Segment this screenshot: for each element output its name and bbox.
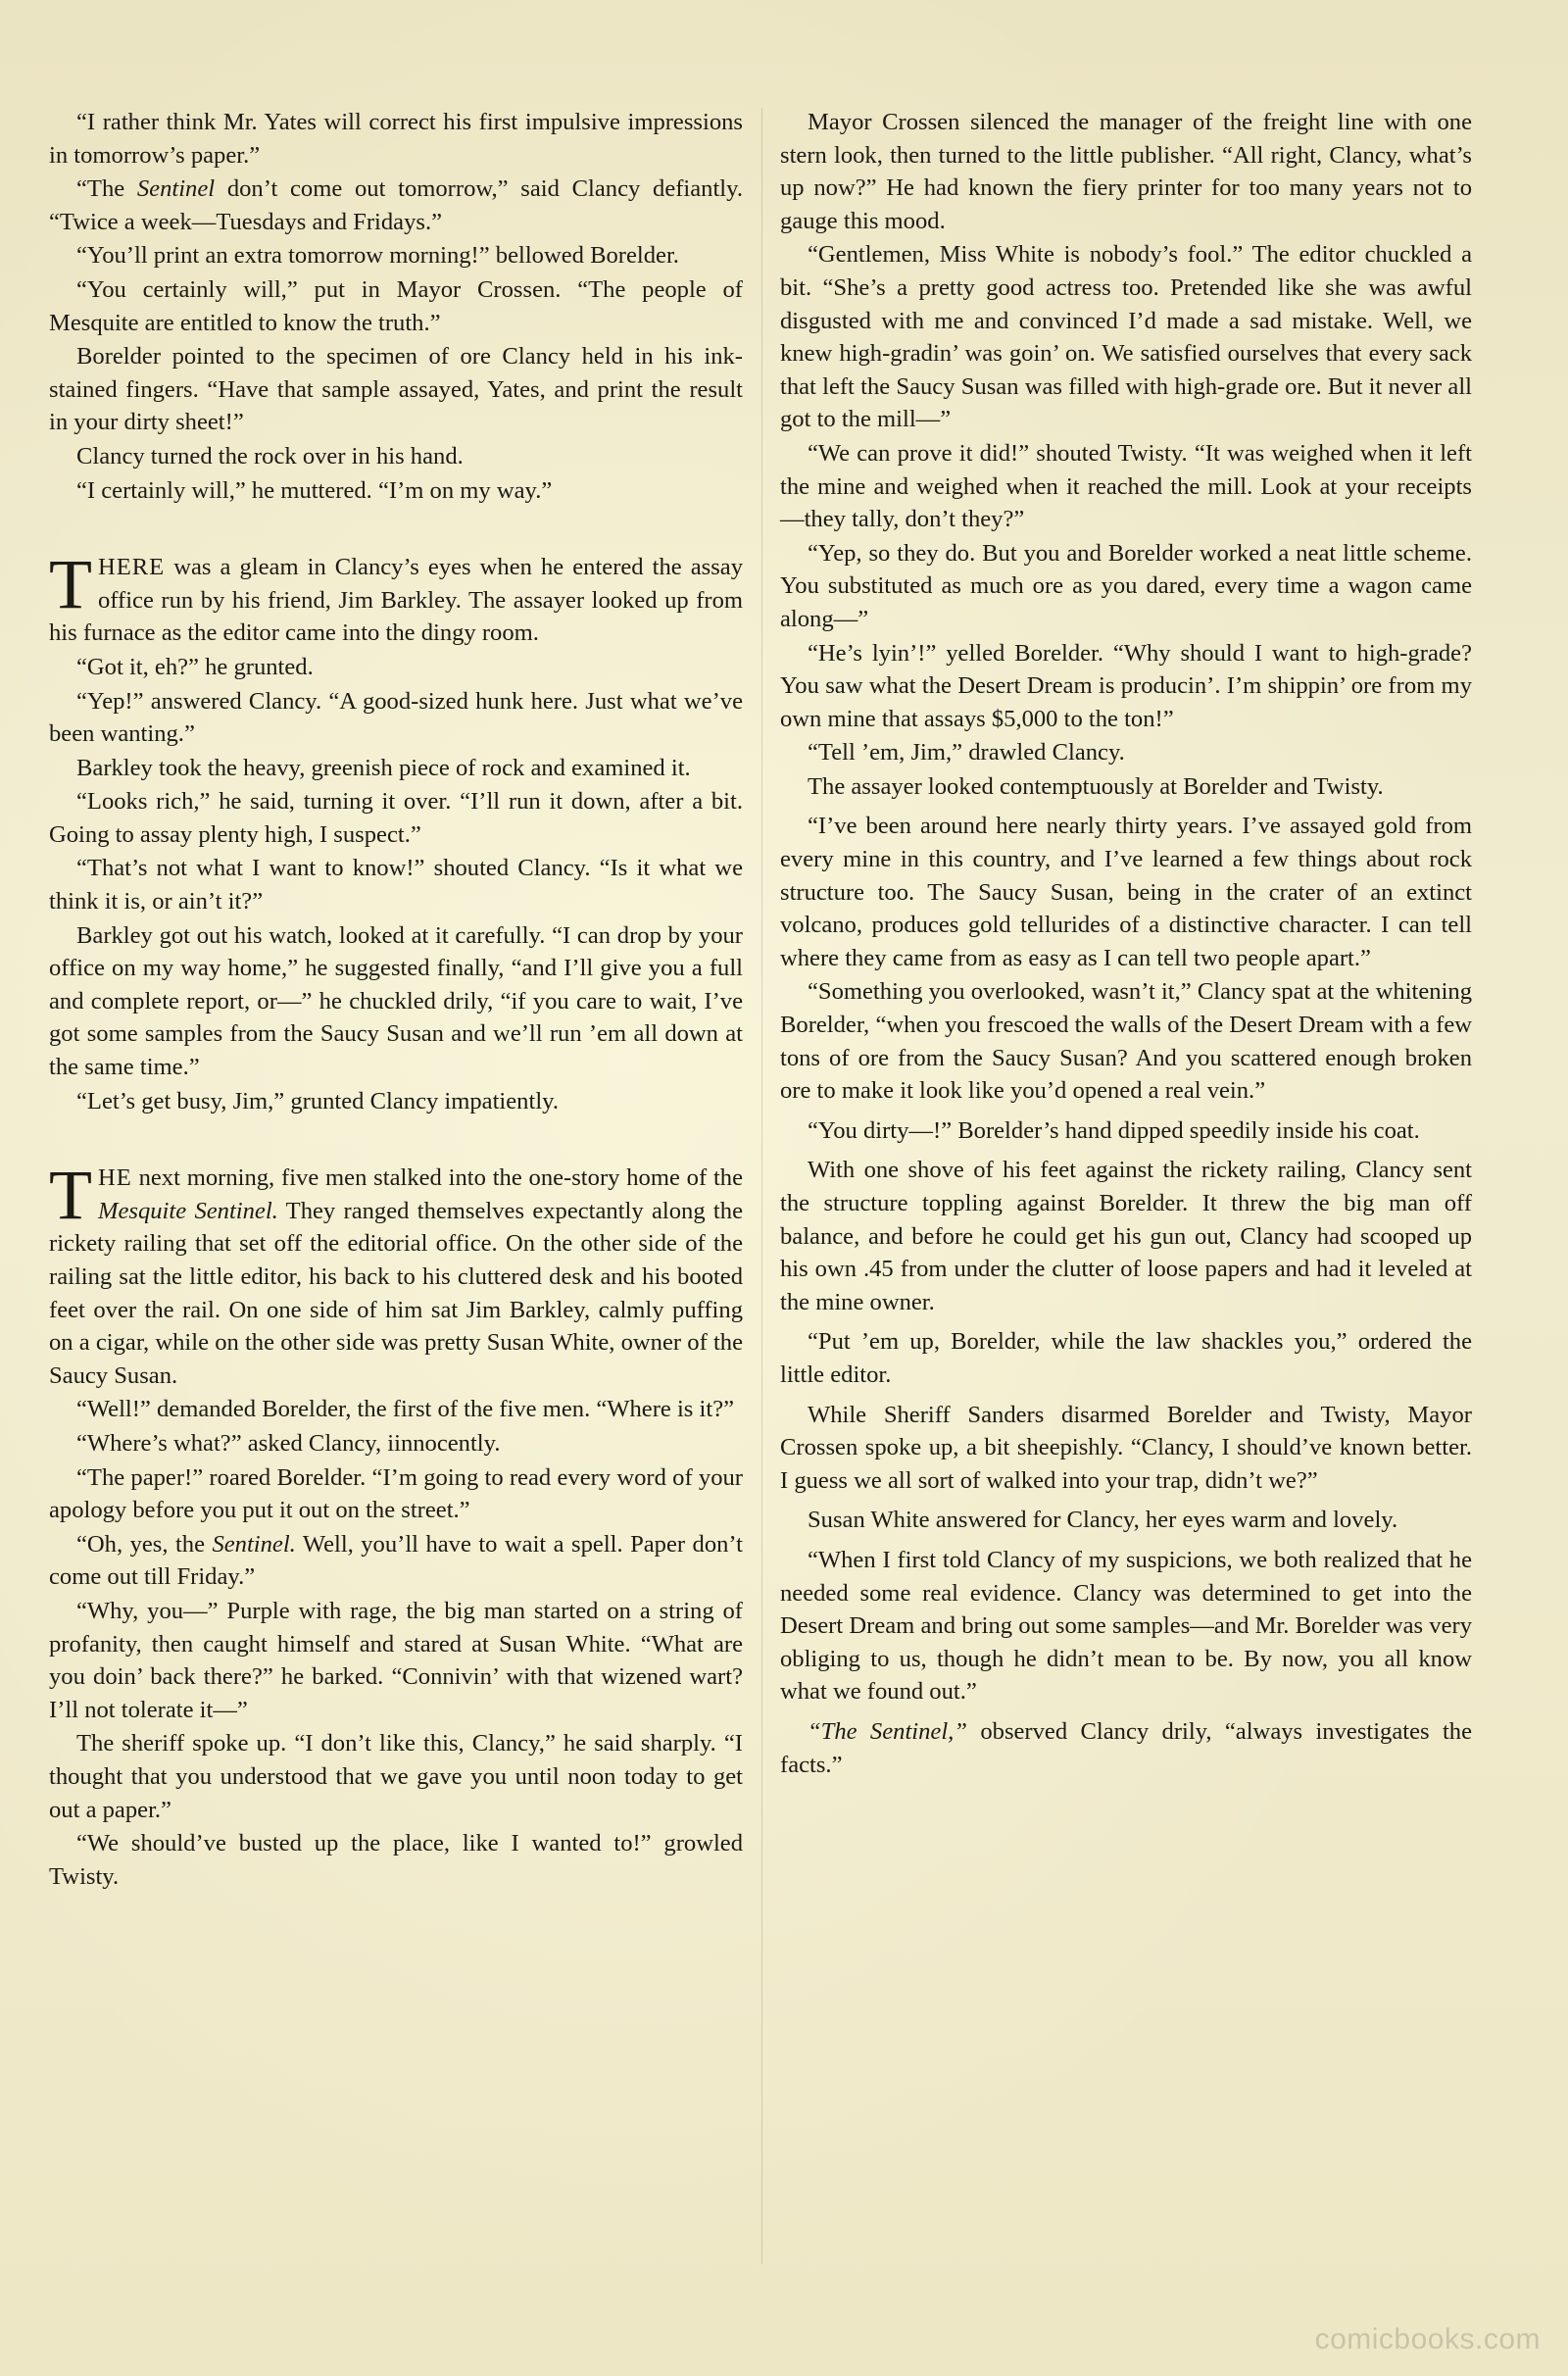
- paragraph: The sheriff spoke up. “I don’t like this, Clancy,” he said sharply. “I thought that you understood that we gave you until noon today to get out a paper.”: [49, 1730, 743, 1823]
- paragraph: “He’s lyin’!” yelled Borelder. “Why should I want to high-grade? You saw what the Desert Dream is producin’. I’m shippin’ ore from my own mine that assays $5,000 to the ton!”: [780, 639, 1472, 732]
- italic-title: Sentinel: [136, 175, 216, 203]
- paragraph: “Something you overlooked, wasn’t it,” Clancy spat at the whitening Borelder, “when you frescoed the walls of the Desert Dream with a few tons of ore from the Saucy Susan? And you scattered enough broken ore to make it look like you’d opened a real vein.”: [780, 978, 1472, 1105]
- paragraph: Barkley got out his watch, looked at it carefully. “I can drop by your office on my way home,” he suggested finally, “and I’ll give you a full and complete report, or—” he chuckled drily, “if you care to wait, I’ve got some samples from the Saucy Susan and we’ll run ’em all down at the same time.”: [49, 921, 743, 1081]
- right-column: [780, 106, 1472, 1782]
- paragraph: “Got it, eh?” he grunted.: [76, 653, 314, 680]
- paragraph: Mayor Crossen silenced the manager of the freight line with one stern look, then turned to the little publisher. “All right, Clancy, what’s up now?” He had known the fiery printer for too many years not to gauge this mood.: [780, 109, 1472, 234]
- paragraph: “Where’s what?” asked Clancy, iinnocently.: [76, 1429, 501, 1457]
- italic-title: “The Sentinel,”: [808, 1717, 967, 1745]
- paragraph: The assayer looked contemptuously at Borelder and Twisty.: [808, 772, 1384, 800]
- text-run: next morning, five men stalked into the one-story home of the: [131, 1164, 743, 1192]
- paragraph: [49, 1528, 743, 1594]
- paragraph: “The paper!” roared Borelder. “I’m going to read every word of your apology before you put it out on the street.”: [49, 1463, 743, 1524]
- paragraph: “I rather think Mr. Yates will correct his first impulsive impressions in tomorrow’s paper.”: [49, 109, 743, 169]
- paragraph: Clancy turned the rock over in his hand.: [76, 442, 464, 470]
- paragraph: “Well!” demanded Borelder, the first of the five men. “Where is it?”: [76, 1396, 735, 1423]
- paragraph: “You dirty—!” Borelder’s hand dipped speedily inside his coat.: [808, 1116, 1420, 1144]
- paragraph: “I certainly will,” he muttered. “I’m on my way.”: [76, 476, 553, 504]
- watermark: comicbooks.com: [1314, 2323, 1541, 2355]
- paragraph: With one shove of his feet against the rickety railing, Clancy sent the structure toppling against Borelder. It threw the big man off balance, and before he could get his gun out, Clancy had scooped up his own .45 from under the clutter of loose papers and had it leveled at the mine owner.: [780, 1157, 1472, 1315]
- paragraph: Borelder pointed to the specimen of ore Clancy held in his ink-stained fingers. “Have that sample assayed, Yates, and print the result in your dirty sheet!”: [49, 343, 743, 436]
- paragraph: While Sheriff Sanders disarmed Borelder and Twisty, Mayor Crossen spoke up, a bit sheepishly. “Clancy, I should’ve known better. I guess we all sort of walked into your trap, didn’t we?”: [780, 1401, 1472, 1494]
- paragraph: “Let’s get busy, Jim,” grunted Clancy impatiently.: [76, 1087, 559, 1114]
- italic-title: Sentinel.: [212, 1530, 296, 1558]
- paragraph: “Looks rich,” he said, turning it over. “I’ll run it down, after a bit. Going to assay plenty high, I suspect.”: [49, 788, 743, 848]
- text-run: observed Clancy drily, “always investigates the facts.”: [780, 1717, 1472, 1778]
- paragraph: “Why, you—” Purple with rage, the big man started on a string of profanity, then caught himself and stared at Susan White. “What are you doin’ back there?” he barked. “Connivin’ with that wizened wart? I’ll not tolerate it—”: [49, 1597, 743, 1723]
- caps-run: HE: [97, 1164, 132, 1192]
- paragraph: “Gentlemen, Miss White is nobody’s fool.” The editor chuckled a bit. “She’s a pretty good actress too. Pretended like she was awful disgusted with me and convinced I’d made a sad mistake. Well, we knew high-gradin’ was goin’ on. We satisfied ourselves that every sack that left the Saucy Susan was filled with high-grade ore. But it never all got to the mill—”: [780, 241, 1472, 433]
- text-run: They ranged themselves expectantly along the rickety railing that set off the editorial office. On the other side of the railing sat the little editor, his back to his cluttered desk and his booted feet over the rail. On one side of him sat Jim Barkley, calmly puffing on a cigar, while on the other side was pretty Susan White, owner of the Saucy Susan.: [49, 1197, 743, 1389]
- paragraph: “We can prove it did!” shouted Twisty. “It was weighed when it left the mine and weighed when it reached the mill. Look at your receipts—they tally, don’t they?”: [780, 439, 1472, 533]
- paragraph: “You certainly will,” put in Mayor Crossen. “The people of Mesquite are entitled to know the truth.”: [49, 275, 743, 336]
- paragraph: “That’s not what I want to know!” shouted Clancy. “Is it what we think it is, or ain’t it?”: [49, 855, 743, 916]
- paragraph: “Yep, so they do. But you and Borelder worked a neat little scheme. You substituted as much ore as you dared, every time a wagon came along—”: [780, 539, 1472, 632]
- drop-cap: T: [49, 1156, 92, 1235]
- caps-run: HERE: [97, 554, 166, 581]
- text-run: Well, you’ll have to wait a spell. Paper don’t come out till Friday.”: [49, 1530, 743, 1591]
- section-break: [49, 508, 743, 551]
- paragraph: “Yep!” answered Clancy. “A good-sized hunk here. Just what we’ve been wanting.”: [49, 687, 743, 748]
- paragraph: “Tell ’em, Jim,” drawled Clancy.: [808, 739, 1125, 767]
- text-run: don’t come out tomorrow,” said Clancy defiantly. “Twice a week—Tuesdays and Fridays.”: [49, 175, 743, 235]
- section-opening-paragraph: [49, 545, 743, 650]
- text-run: “The: [76, 175, 137, 203]
- drop-cap: T: [49, 545, 92, 624]
- italic-title: Mesquite Sentinel.: [97, 1197, 278, 1224]
- text-run: “Oh, yes, the: [76, 1530, 213, 1558]
- paragraph: [49, 173, 743, 238]
- paragraph: Barkley took the heavy, greenish piece of rock and examined it.: [76, 754, 691, 781]
- paragraph: “When I first told Clancy of my suspicions, we both realized that he needed some real evidence. Clancy was determined to get into the Desert Dream and bring out some samples—and Mr. Borelder was very obliging to us, though he didn’t mean to be. By now, you all know what we found out.”: [780, 1546, 1472, 1706]
- paragraph: “Put ’em up, Borelder, while the law shackles you,” ordered the little editor.: [780, 1328, 1472, 1388]
- paragraph: “We should’ve busted up the place, like I wanted to!” growled Twisty.: [49, 1830, 743, 1890]
- text-run: was a gleam in Clancy’s eyes when he entered the assay office run by his friend, Jim Barkley. The assayer looked up from his furnace as the editor came into the dingy room.: [49, 554, 743, 647]
- paragraph: Susan White answered for Clancy, her eyes warm and lovely.: [808, 1507, 1398, 1534]
- paragraph: “I’ve been around here nearly thirty years. I’ve assayed gold from every mine in this country, and I’ve learned a few things about rock structure too. The Saucy Susan, being in the crater of an extinct volcano, produces gold tellurides of a distinctive character. I can tell where they came from as easy as I can tell two people apart.”: [780, 813, 1472, 971]
- paragraph: [780, 1715, 1472, 1781]
- section-break: [49, 1118, 743, 1162]
- paragraph: “You’ll print an extra tomorrow morning!” bellowed Borelder.: [76, 242, 679, 270]
- section-opening-paragraph: [49, 1156, 743, 1392]
- column-divider: [761, 108, 762, 2264]
- left-column: [49, 106, 743, 1894]
